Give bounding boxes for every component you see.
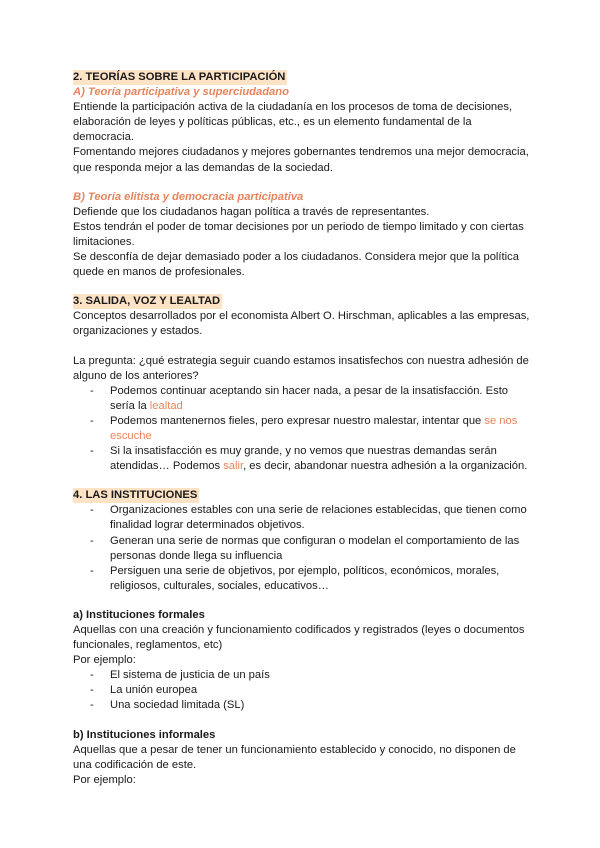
list-item: - Organizaciones estables con una serie de relaciones establecidas, que tienen como finalidad lograr determinados objetivos.	[73, 503, 533, 533]
paragraph: Entiende la participación activa de la ciudadanía en los procesos de toma de decisiones, elaboración de leyes y políticas públicas, etc., es un elemento fundamental de la democracia.	[73, 101, 513, 144]
section-2-heading: 2. TEORÍAS SOBRE LA PARTICIPACIÓN	[73, 70, 287, 85]
paragraph: Aquellas que a pesar de tener un funcionamiento establecido y conocido, no disponen de una codificación de este.	[73, 743, 516, 771]
paragraph: Aquellas con una creación y funcionamiento codificados y registrados (leyes o documentos funcionales, reglamentos, etc)	[73, 624, 525, 652]
paragraph: La pregunta: ¿qué estrategia seguir cuando estamos insatisfechos con nuestra adhesión de alguno de los anteriores?	[73, 354, 529, 382]
section-4-heading: 4. LAS INSTITUCIONES	[73, 488, 199, 503]
highlight-term: lealtad	[149, 399, 183, 412]
paragraph: Se desconfía de dejar demasiado poder a los ciudadanos. Considera mejor que la política quede en manos de profesionales.	[73, 251, 519, 279]
document-page	[73, 70, 533, 788]
formal-institutions-heading: a) Instituciones formales	[73, 608, 205, 621]
list-item: - Podemos continuar aceptando sin hacer nada, a pesar de la insatisfacción. Esto sería la lealtad	[73, 384, 533, 414]
paragraph: Conceptos desarrollados por el economista Albert O. Hirschman, aplicables a las empresas, organizaciones y estados.	[73, 310, 530, 338]
highlight-term: se nos escuche	[110, 414, 518, 442]
list-item: - Una sociedad limitada (SL)	[73, 698, 533, 713]
paragraph: Por ejemplo:	[73, 654, 136, 667]
formal-examples-list	[73, 668, 533, 713]
paragraph: Defiende que los ciudadanos hagan política a través de representantes.	[73, 205, 430, 218]
paragraph: Por ejemplo:	[73, 773, 136, 786]
subsection-b-heading: B) Teoría elitista y democracia participativa	[73, 190, 304, 203]
list-item: - La unión europea	[73, 683, 533, 698]
list-item: - Si la insatisfacción es muy grande, y no vemos que nuestras demandas serán atendidas… Podemos salir, es decir, abandonar nuestra adhesión a la organización.	[73, 444, 533, 474]
section-3-heading: 3. SALIDA, VOZ Y LEALTAD	[73, 294, 222, 309]
paragraph: Estos tendrán el poder de tomar decisiones por un periodo de tiempo limitado y con ciertas limitaciones.	[73, 220, 524, 248]
list-item: - Generan una serie de normas que configuran o modelan el comportamiento de las personas donde llega su influencia	[73, 534, 533, 564]
strategy-list	[73, 384, 533, 475]
subsection-a-heading: A) Teoría participativa y superciudadano	[73, 86, 289, 99]
list-item: - Podemos mantenernos fieles, pero expresar nuestro malestar, intentar que se nos escuche	[73, 414, 533, 444]
informal-institutions-heading: b) Instituciones informales	[73, 728, 216, 741]
highlight-term: salir	[223, 460, 244, 473]
list-item: - El sistema de justicia de un país	[73, 668, 533, 683]
list-item: - Persiguen una serie de objetivos, por ejemplo, políticos, económicos, morales, religiosos, culturales, sociales, educativos…	[73, 564, 533, 594]
institutions-list	[73, 503, 533, 594]
paragraph: Fomentando mejores ciudadanos y mejores gobernantes tendremos una mejor democracia, que responda mejor a las demandas de la sociedad.	[73, 146, 529, 174]
